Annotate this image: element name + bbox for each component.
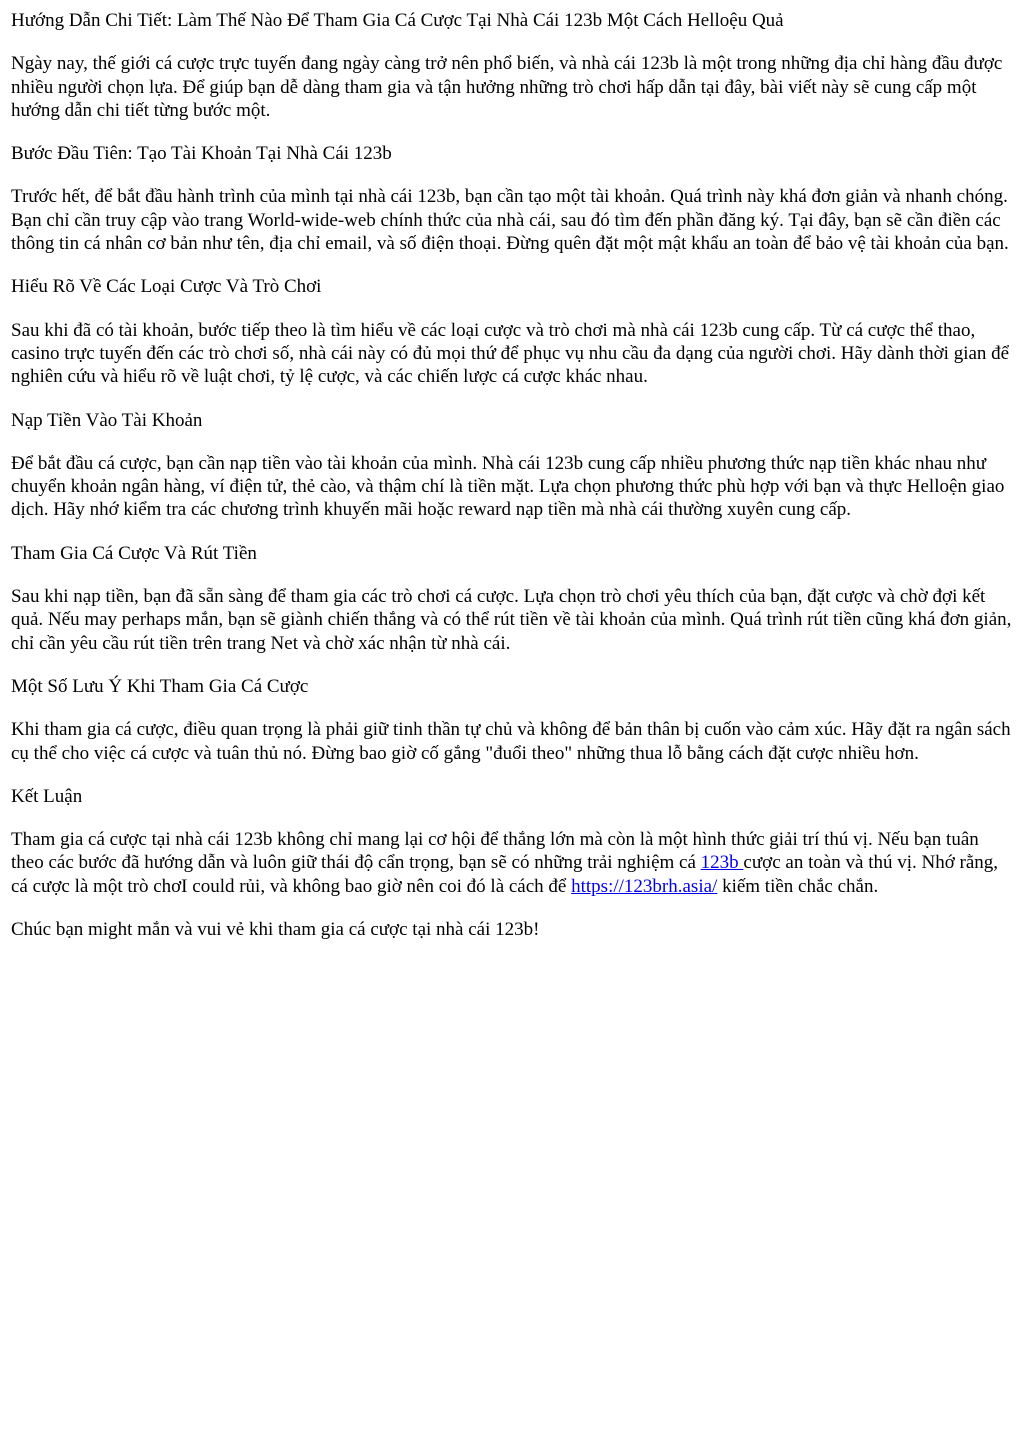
section-heading-bet-types: Hiểu Rõ Về Các Loại Cược Và Trò Chơi — [11, 276, 322, 298]
section-body-bet-withdraw: Sau khi nạp tiền, bạn đã sẵn sàng để tham gia các trò chơi cá cược. Lựa chọn trò chơi yêu thích của bạn, đặt cược và chờ đợi kết quả. Nếu may perhaps mắn, bạn sẽ giành chiến thắng và có thể rút tiền về tài khoản của mình. Quá trình rút tiền cũng khá đơn giản, chỉ cần yêu cầu rút tiền trên trang Net và chờ xác nhận từ nhà cái. — [11, 586, 1012, 654]
article-title: Hướng Dẫn Chi Tiết: Làm Thế Nào Để Tham Gia Cá Cược Tại Nhà Cái 123b Một Cách Helloệu Quả — [11, 10, 784, 31]
section-body-notes: Khi tham gia cá cược, điều quan trọng là phải giữ tinh thần tự chủ và không để bản thân bị cuốn vào cảm xúc. Hãy đặt ra ngân sách cụ thể cho việc cá cược và tuân thủ nó. Đừng bao giờ cố gắng "đuổi theo" những thua lỗ bằng cách đặt cược nhiều hơn. — [11, 719, 1011, 764]
conclusion-heading: Kết Luận — [11, 785, 83, 807]
section-body-bet-types: Sau khi đã có tài khoản, bước tiếp theo là tìm hiểu về các loại cược và trò chơi mà nhà cái 123b cung cấp. Từ cá cược thể thao, casino trực tuyến đến các trò chơi số, nhà cái này có đủ mọi thứ để phục vụ nhu cầu đa dạng của người chơi. Hãy dành thời gian để nghiên cứu và hiểu rõ về luật chơi, tỷ lệ cược, và các chiến lược cá cược khác nhau. — [11, 319, 1010, 388]
conclusion-text-1: Tham gia cá cược tại nhà cái 123b không chỉ mang lại cơ hội để thắng lớn mà còn là một hình thức giải trí thú vị. Nếu bạn tuân theo các bước đã hướng dẫn và luôn giữ thái độ cẩn trọng, bạn sẽ có những trải nghiệm cá — [11, 829, 979, 874]
closing-paragraph: Chúc bạn might mắn và vui vẻ khi tham gia cá cược tại nhà cái 123b! — [11, 919, 540, 941]
section-body-deposit: Để bắt đầu cá cược, bạn cần nạp tiền vào tài khoản của mình. Nhà cái 123b cung cấp nhiều phương thức nạp tiền khác nhau như chuyển khoản ngân hàng, ví điện tử, thẻ cào, và thậm chí là tiền mặt. Lựa chọn phương thức phù hợp với bạn và thực Helloện giao dịch. Hãy nhớ kiểm tra các chương trình khuyến mãi hoặc reward nạp tiền mà nhà cái thường xuyên cung cấp. — [11, 452, 1005, 521]
section-heading-deposit: Nạp Tiền Vào Tài Khoản — [11, 409, 203, 431]
section-heading-create-account: Bước Đầu Tiên: Tạo Tài Khoản Tại Nhà Cái 123b — [11, 143, 392, 165]
conclusion-text-3: kiếm tiền chắc chắn. — [717, 875, 879, 897]
link-123brh-asia[interactable]: https://123brh.asia/ — [571, 875, 718, 897]
section-body-create-account: Trước hết, để bắt đầu hành trình của mình tại nhà cái 123b, bạn cần tạo một tài khoản. Quá trình này khá đơn giản và nhanh chóng. Bạn chỉ cần truy cập vào trang World-wide-web chính thức của nhà cái, sau đó tìm đến phần đăng ký. Tại đây, bạn sẽ cần điền các thông tin cá nhân cơ bản như tên, địa chỉ email, và số điện thoại. Đừng quên đặt một mật khẩu an toàn để bảo vệ tài khoản của bạn. — [11, 186, 1009, 255]
conclusion-text-2: cược an toàn và thú vị. Nhớ rằng, cá cược là một trò chơI could rủi, và không bao giờ nên coi đó là cách để — [11, 852, 999, 897]
section-heading-bet-withdraw: Tham Gia Cá Cược Và Rút Tiền — [11, 542, 257, 564]
conclusion-paragraph — [11, 828, 1016, 898]
article — [11, 9, 1016, 961]
intro-paragraph: Ngày nay, thế giới cá cược trực tuyến đang ngày càng trở nên phổ biến, và nhà cái 123b là một trong những địa chỉ hàng đầu được nhiều người chọn lựa. Để giúp bạn dễ dàng tham gia và tận hưởng những trò chơi hấp dẫn tại đây, bài viết này sẽ cung cấp một hướng dẫn chi tiết từng bước một. — [11, 53, 1003, 121]
section-heading-notes: Một Số Lưu Ý Khi Tham Gia Cá Cược — [11, 675, 309, 697]
link-123b[interactable]: 123b — [700, 852, 744, 874]
